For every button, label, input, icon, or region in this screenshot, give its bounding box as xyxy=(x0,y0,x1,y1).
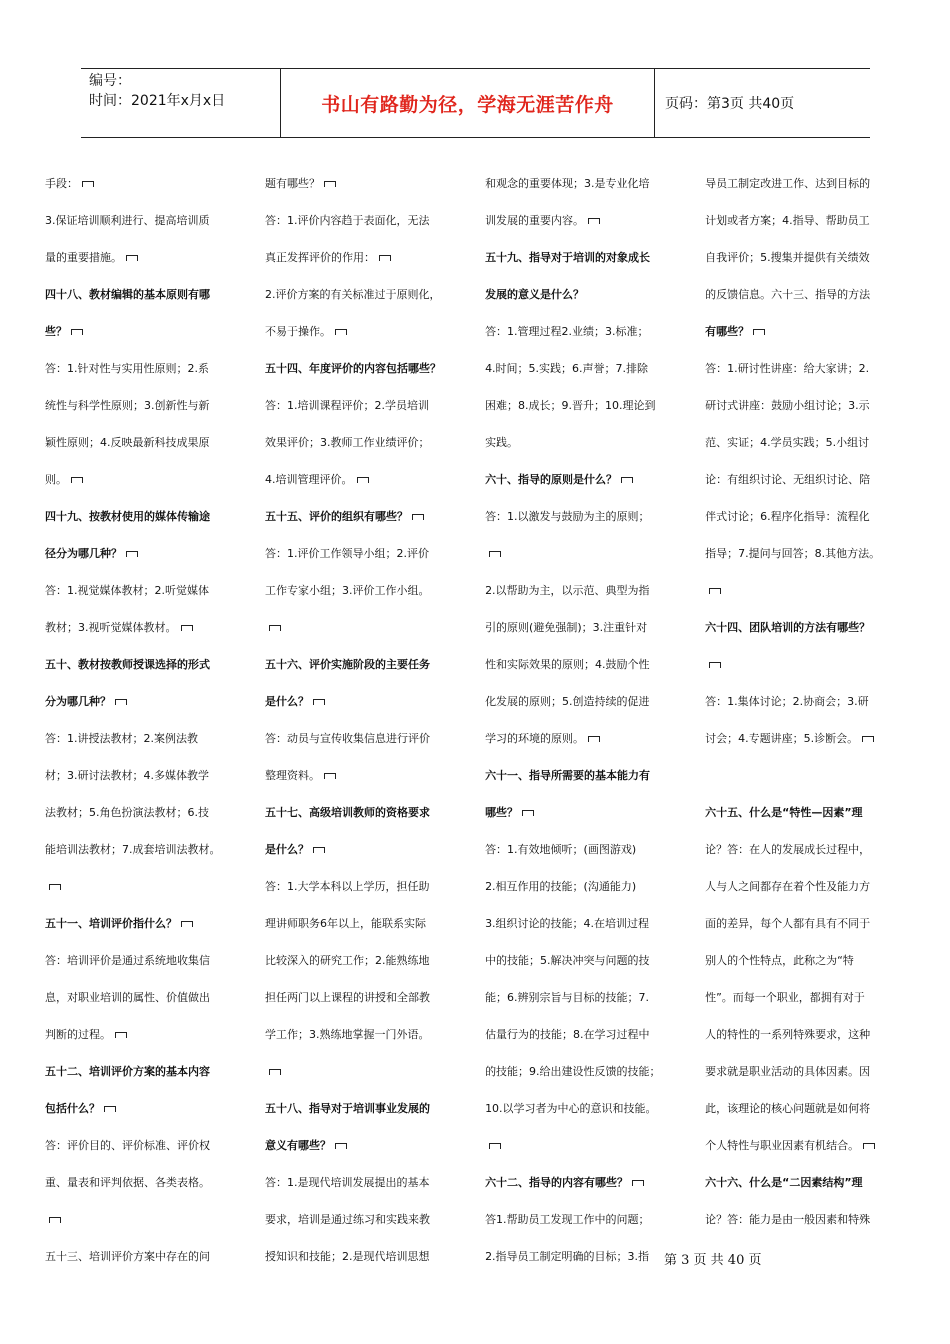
text-line-content: 息，对职业培训的属性、价值做出 xyxy=(45,991,210,1004)
text-line xyxy=(265,942,475,979)
page-footer: 第 3 页 共 40 页 xyxy=(664,1253,762,1268)
text-line-content: 实践。 xyxy=(485,436,519,449)
text-line xyxy=(705,498,925,535)
text-line xyxy=(705,757,925,794)
paragraph-mark-icon xyxy=(324,773,336,779)
text-line xyxy=(265,424,475,461)
text-line-content: 答：1.评价内容趋于表面化，无法 xyxy=(265,214,430,227)
text-line xyxy=(265,202,475,239)
paragraph-mark-icon xyxy=(753,329,765,335)
text-line xyxy=(485,572,695,609)
paragraph-mark-icon xyxy=(313,699,325,705)
text-line-content: 分为哪几种？ xyxy=(45,695,111,708)
text-line xyxy=(705,979,925,1016)
text-line-content: 手段： xyxy=(45,177,78,190)
text-line-content: 工作专家小组；3.评价工作小组。 xyxy=(265,584,430,597)
text-line xyxy=(45,1201,255,1238)
text-line-content: 效果评价；3.教师工作业绩评价； xyxy=(265,436,430,449)
paragraph-mark-icon xyxy=(709,662,721,668)
text-line xyxy=(45,313,255,350)
text-line-content: 性”。而每一个职业，都拥有对于 xyxy=(705,991,865,1004)
text-line xyxy=(705,942,925,979)
text-line-content: 答：1.集体讨论；2.协商会；3.研 xyxy=(705,695,869,708)
text-line-content: 答：1.针对性与实用性原则；2.系 xyxy=(45,362,209,375)
text-line-content: 2.评价方案的有关标准过于原则化， xyxy=(265,288,441,301)
text-line-content: 四十九、按教材使用的媒体传输途 xyxy=(45,510,210,523)
text-line-content: 面的差异，每个人都有具有不同于 xyxy=(705,917,871,930)
text-line xyxy=(705,239,925,276)
text-line-content: 的反馈信息。六十三、指导的方法 xyxy=(705,288,871,301)
text-line xyxy=(705,535,925,572)
text-line-content: 法教材；5.角色扮演法教材；6.技 xyxy=(45,806,209,819)
text-line xyxy=(265,1053,475,1090)
text-line xyxy=(45,387,255,424)
text-line xyxy=(45,165,255,202)
text-line xyxy=(705,646,925,683)
text-line-content: 估量行为的技能；8.在学习过程中 xyxy=(485,1028,650,1041)
text-line xyxy=(45,831,255,868)
text-line xyxy=(45,1164,255,1201)
text-line-content: 答：1.管理过程2.业绩；3.标准； xyxy=(485,325,649,338)
text-line xyxy=(705,1016,925,1053)
text-line-content: 答：1.有效地倾听；(画图游戏) xyxy=(485,843,637,856)
text-line-content: 不易于操作。 xyxy=(265,325,332,338)
text-line xyxy=(265,535,475,572)
column-4 xyxy=(705,165,925,1225)
paragraph-mark-icon xyxy=(181,625,193,631)
text-line-content: 训发展的重要内容。 xyxy=(485,214,585,227)
paragraph-mark-icon xyxy=(49,1217,61,1223)
text-line-content: 五十九、指导对于培训的对象成长 xyxy=(485,251,651,264)
text-line xyxy=(45,1090,255,1127)
column-1 xyxy=(45,165,265,1263)
text-line xyxy=(705,683,925,720)
text-line xyxy=(485,387,695,424)
text-line xyxy=(485,313,695,350)
text-line-content: 别人的个性特点，此称之为“特 xyxy=(705,954,854,967)
text-line-content: 个人特性与职业因素有机结合。 xyxy=(705,1139,860,1152)
text-line-content: 中的技能；5.解决冲突与问题的技 xyxy=(485,954,650,967)
text-line-content: 引的原则(避免强制)；3.注重针对 xyxy=(485,621,648,634)
text-line xyxy=(705,461,925,498)
text-line-content: 计划或者方案；4.指导、帮助员工 xyxy=(705,214,870,227)
text-line-content: 答：1.培训课程评价；2.学员培训 xyxy=(265,399,430,412)
text-line xyxy=(45,350,255,387)
text-line xyxy=(705,424,925,461)
text-line-content: 五十三、培训评价方案中存在的问 xyxy=(45,1250,210,1263)
text-line-content: 论？答：能力是由一般因素和特殊 xyxy=(705,1213,871,1226)
text-line xyxy=(265,498,475,535)
text-line xyxy=(265,350,475,387)
text-line-content: 的技能；9.给出建设性反馈的技能； xyxy=(485,1065,661,1078)
paragraph-mark-icon xyxy=(522,810,534,816)
text-line xyxy=(265,979,475,1016)
paragraph-mark-icon xyxy=(71,477,83,483)
text-line-content: 些？ xyxy=(45,325,67,338)
text-line xyxy=(265,313,475,350)
text-line xyxy=(485,646,695,683)
text-line-content: 答：1.评价工作领导小组；2.评价 xyxy=(265,547,430,560)
text-line-content: 五十八、指导对于培训事业发展的 xyxy=(265,1102,431,1115)
text-line-content: 2.指导员工制定明确的目标；3.指 xyxy=(485,1250,650,1263)
text-line xyxy=(265,868,475,905)
text-line-content: 研讨式讲座：鼓励小组讨论；3.示 xyxy=(705,399,870,412)
text-line xyxy=(265,461,475,498)
text-line xyxy=(485,1127,695,1164)
text-line xyxy=(265,276,475,313)
text-line xyxy=(485,979,695,1016)
text-line xyxy=(45,720,255,757)
column-2 xyxy=(265,165,485,1263)
text-line-content: 材；3.研讨法教材；4.多媒体教学 xyxy=(45,769,209,782)
text-line-content: 真正发挥评价的作用： xyxy=(265,251,376,264)
text-line-content: 哪些？ xyxy=(485,806,519,819)
text-line-content: 和观念的重要体现；3.是专业化培 xyxy=(485,177,650,190)
text-line xyxy=(45,683,255,720)
text-line xyxy=(705,609,925,646)
text-line-content: 四十八、教材编辑的基本原则有哪 xyxy=(45,288,210,301)
paragraph-mark-icon xyxy=(269,1069,281,1075)
text-line-content: 担任两门以上课程的讲授和全部教 xyxy=(265,991,431,1004)
text-line-content: 人的特性的一系列特殊要求，这种 xyxy=(705,1028,871,1041)
text-line xyxy=(485,239,695,276)
text-line xyxy=(45,1053,255,1090)
text-line xyxy=(45,646,255,683)
text-line xyxy=(45,979,255,1016)
text-line xyxy=(485,498,695,535)
paragraph-mark-icon xyxy=(115,699,127,705)
paragraph-mark-icon xyxy=(49,884,61,890)
text-line xyxy=(485,609,695,646)
text-line xyxy=(485,350,695,387)
paragraph-mark-icon xyxy=(621,477,633,483)
text-line xyxy=(705,1090,925,1127)
time-label: 时间：2021年x月x日 xyxy=(89,93,226,109)
text-line-content: 答：1.是现代培训发展提出的基本 xyxy=(265,1176,430,1189)
text-line xyxy=(485,720,695,757)
text-line xyxy=(485,202,695,239)
text-line xyxy=(485,683,695,720)
text-line xyxy=(265,609,475,646)
text-line-content: 自我评价；5.搜集并提供有关绩效 xyxy=(705,251,870,264)
text-line xyxy=(45,1238,255,1275)
text-line xyxy=(45,942,255,979)
text-line-content: 五十五、评价的组织有哪些？ xyxy=(265,510,409,523)
text-line-content: 2.以帮助为主，以示范、典型为指 xyxy=(485,584,650,597)
text-line xyxy=(45,535,255,572)
text-line-content: 答：评价目的、评价标准、评价权 xyxy=(45,1139,210,1152)
paragraph-mark-icon xyxy=(82,181,94,187)
text-line-content: 答：培训评价是通过系统地收集信 xyxy=(45,954,210,967)
text-line-content: 是什么？ xyxy=(265,843,310,856)
text-line xyxy=(265,646,475,683)
text-line xyxy=(705,794,925,831)
paragraph-mark-icon xyxy=(126,551,138,557)
text-line xyxy=(705,387,925,424)
text-line xyxy=(45,868,255,905)
paragraph-mark-icon xyxy=(181,921,193,927)
paragraph-mark-icon xyxy=(115,1032,127,1038)
text-line xyxy=(705,276,925,313)
text-line xyxy=(485,794,695,831)
paragraph-mark-icon xyxy=(71,329,83,335)
text-line-content: 六十四、团队培训的方法有哪些？ xyxy=(705,621,871,634)
text-line xyxy=(485,1090,695,1127)
text-line-content: 五十七、高级培训教师的资格要求 xyxy=(265,806,431,819)
text-line xyxy=(705,350,925,387)
text-line xyxy=(45,461,255,498)
paragraph-mark-icon xyxy=(313,847,325,853)
text-line-content: 包括什么？ xyxy=(45,1102,100,1115)
text-line-content: 统性与科学性原则；3.创新性与新 xyxy=(45,399,210,412)
paragraph-mark-icon xyxy=(335,1143,347,1149)
text-line-content: 意义有哪些？ xyxy=(265,1139,332,1152)
text-line xyxy=(265,387,475,424)
text-line-content: 能培训法教材；7.成套培训法教材。 xyxy=(45,843,221,856)
text-line-content: 六十二、指导的内容有哪些？ xyxy=(485,1176,629,1189)
text-line xyxy=(485,868,695,905)
text-line-content: 导员工制定改进工作、达到目标的 xyxy=(705,177,871,190)
text-line-content: 颖性原则；4.反映最新科技成果原 xyxy=(45,436,210,449)
text-line xyxy=(265,239,475,276)
text-line xyxy=(265,720,475,757)
motto: 书山有路勤为径，学海无涯苦作舟 xyxy=(281,69,655,137)
text-line-content: 10.以学习者为中心的意识和技能。 xyxy=(485,1102,657,1115)
text-line xyxy=(265,1090,475,1127)
text-line-content: 五十六、评价实施阶段的主要任务 xyxy=(265,658,431,671)
paragraph-mark-icon xyxy=(489,551,501,557)
text-line-content: 范、实证；4.学员实践；5.小组讨 xyxy=(705,436,870,449)
paragraph-mark-icon xyxy=(632,1180,644,1186)
text-line-content: 六十五、什么是“特性—因素”理 xyxy=(705,806,863,819)
text-line-content: 径分为哪几种？ xyxy=(45,547,122,560)
text-line xyxy=(265,905,475,942)
text-line-content: 判断的过程。 xyxy=(45,1028,111,1041)
text-line-content: 答：1.讲授法教材；2.案例法教 xyxy=(45,732,198,745)
text-line-content: 答：1.以激发与鼓励为主的原则； xyxy=(485,510,650,523)
text-line xyxy=(485,831,695,868)
text-line xyxy=(45,239,255,276)
text-line xyxy=(485,1053,695,1090)
text-line xyxy=(705,720,925,757)
text-line xyxy=(45,609,255,646)
text-line-content: 困难；8.成长；9.晋升；10.理论到 xyxy=(485,399,656,412)
text-line xyxy=(265,572,475,609)
paragraph-mark-icon xyxy=(269,625,281,631)
text-line-content: 理讲师职务6年以上，能联系实际 xyxy=(265,917,427,930)
text-line xyxy=(705,572,925,609)
text-line-content: 4.培训管理评价。 xyxy=(265,473,353,486)
header-left-cell xyxy=(81,69,281,137)
text-line xyxy=(45,572,255,609)
text-line-content: 指导；7.提问与回答；8.其他方法。 xyxy=(705,547,881,560)
text-line xyxy=(485,942,695,979)
text-line xyxy=(705,313,925,350)
page-header xyxy=(81,68,870,138)
text-line-content: 发展的意义是什么？ xyxy=(485,288,585,301)
text-line xyxy=(265,1201,475,1238)
paragraph-mark-icon xyxy=(863,1143,875,1149)
text-line-content: 论？答：在人的发展成长过程中， xyxy=(705,843,871,856)
text-line xyxy=(45,424,255,461)
paragraph-mark-icon xyxy=(379,255,391,261)
text-line xyxy=(265,165,475,202)
text-line xyxy=(485,905,695,942)
text-line xyxy=(705,1164,925,1201)
text-line-content: 答：1.研讨性讲座：给大家讲；2. xyxy=(705,362,870,375)
text-line xyxy=(705,831,925,868)
text-line xyxy=(45,276,255,313)
text-line-content: 学习的环境的原则。 xyxy=(485,732,585,745)
text-line-content: 是什么？ xyxy=(265,695,310,708)
text-line xyxy=(45,498,255,535)
text-line xyxy=(265,1016,475,1053)
text-line-content: 五十四、年度评价的内容包括哪些？ xyxy=(265,362,442,375)
text-line-content: 六十一、指导所需要的基本能力有 xyxy=(485,769,651,782)
text-line xyxy=(485,424,695,461)
paragraph-mark-icon xyxy=(862,736,874,742)
text-line xyxy=(265,1238,475,1275)
text-line-content: 授知识和技能；2.是现代培训思想 xyxy=(265,1250,430,1263)
column-3 xyxy=(485,165,705,1263)
text-line-content: 2.相互作用的技能；(沟通能力) xyxy=(485,880,637,893)
text-line-content: 此，该理论的核心问题就是如何将 xyxy=(705,1102,871,1115)
paragraph-mark-icon xyxy=(489,1143,501,1149)
text-line-content: 讨会；4.专题讲座；5.诊断会。 xyxy=(705,732,859,745)
text-line-content: 能；6.辨别宗旨与目标的技能；7. xyxy=(485,991,650,1004)
text-line xyxy=(485,165,695,202)
text-line-content: 答：1.大学本科以上学历，担任助 xyxy=(265,880,430,893)
text-line-content: 答：1.视觉媒体教材；2.听觉媒体 xyxy=(45,584,209,597)
text-line xyxy=(45,905,255,942)
text-line-content: 教材；3.视听觉媒体教材。 xyxy=(45,621,177,634)
text-line-content: 论：有组织讨论、无组织讨论、陪 xyxy=(705,473,871,486)
page-number-label: 页码：第3页 共40页 xyxy=(665,96,795,112)
paragraph-mark-icon xyxy=(104,1106,116,1112)
text-line-content: 五十一、培训评价指什么？ xyxy=(45,917,177,930)
text-line xyxy=(265,1127,475,1164)
text-line-content: 五十二、培训评价方案的基本内容 xyxy=(45,1065,210,1078)
text-line xyxy=(265,831,475,868)
text-line-content: 人与人之间都存在着个性及能力方 xyxy=(705,880,871,893)
text-line-content: 3.组织讨论的技能；4.在培训过程 xyxy=(485,917,650,930)
paragraph-mark-icon xyxy=(335,329,347,335)
text-line-content: 3.保证培训顺利进行、提高培训质 xyxy=(45,214,210,227)
text-line-content: 4.时间；5.实践；6.声誉；7.排除 xyxy=(485,362,649,375)
number-label: 编号： xyxy=(89,73,131,89)
text-line xyxy=(485,535,695,572)
text-line-content: 整理资料。 xyxy=(265,769,321,782)
text-line-content: 重、量表和评判依据、各类表格。 xyxy=(45,1176,210,1189)
paragraph-mark-icon xyxy=(709,588,721,594)
text-line xyxy=(265,794,475,831)
text-line xyxy=(485,1164,695,1201)
text-line xyxy=(485,757,695,794)
text-line xyxy=(45,1127,255,1164)
text-line xyxy=(485,1201,695,1238)
text-line xyxy=(705,1127,925,1164)
text-line-content: 有哪些？ xyxy=(705,325,750,338)
text-line xyxy=(705,1201,925,1238)
text-line-content: 性和实际效果的原则；4.鼓励个性 xyxy=(485,658,650,671)
paragraph-mark-icon xyxy=(324,181,336,187)
text-line-content: 量的重要措施。 xyxy=(45,251,122,264)
text-line-content: 学工作；3.熟练地掌握一门外语。 xyxy=(265,1028,430,1041)
text-line xyxy=(45,1016,255,1053)
text-line xyxy=(705,868,925,905)
text-line xyxy=(45,757,255,794)
text-line xyxy=(705,165,925,202)
text-line-content: 比较深入的研究工作；2.能熟练地 xyxy=(265,954,430,967)
text-line xyxy=(45,794,255,831)
text-line-content: 要求就是职业活动的具体因素。因 xyxy=(705,1065,871,1078)
text-line-content: 六十、指导的原则是什么？ xyxy=(485,473,618,486)
paragraph-mark-icon xyxy=(126,255,138,261)
text-line-content: 答1.帮助员工发现工作中的问题； xyxy=(485,1213,650,1226)
text-line-content: 答：动员与宣传收集信息进行评价 xyxy=(265,732,431,745)
text-line xyxy=(705,1053,925,1090)
text-line xyxy=(705,905,925,942)
text-line xyxy=(265,757,475,794)
text-line xyxy=(265,683,475,720)
text-line-content: 五十、教材按教师授课选择的形式 xyxy=(45,658,210,671)
paragraph-mark-icon xyxy=(588,736,600,742)
text-line xyxy=(705,202,925,239)
text-line xyxy=(485,276,695,313)
paragraph-mark-icon xyxy=(588,218,600,224)
text-line xyxy=(485,1016,695,1053)
paragraph-mark-icon xyxy=(357,477,369,483)
text-line-content: 要求，培训是通过练习和实践来教 xyxy=(265,1213,431,1226)
text-line-content: 六十六、什么是“二因素结构”理 xyxy=(705,1176,863,1189)
text-line xyxy=(45,202,255,239)
text-line-content: 化发展的原则；5.创造持续的促进 xyxy=(485,695,650,708)
text-line xyxy=(485,461,695,498)
text-line-content: 伴式讨论；6.程序化指导：流程化 xyxy=(705,510,870,523)
text-line-content: 题有哪些？ xyxy=(265,177,321,190)
text-line xyxy=(265,1164,475,1201)
text-line-content: 则。 xyxy=(45,473,67,486)
paragraph-mark-icon xyxy=(412,514,424,520)
